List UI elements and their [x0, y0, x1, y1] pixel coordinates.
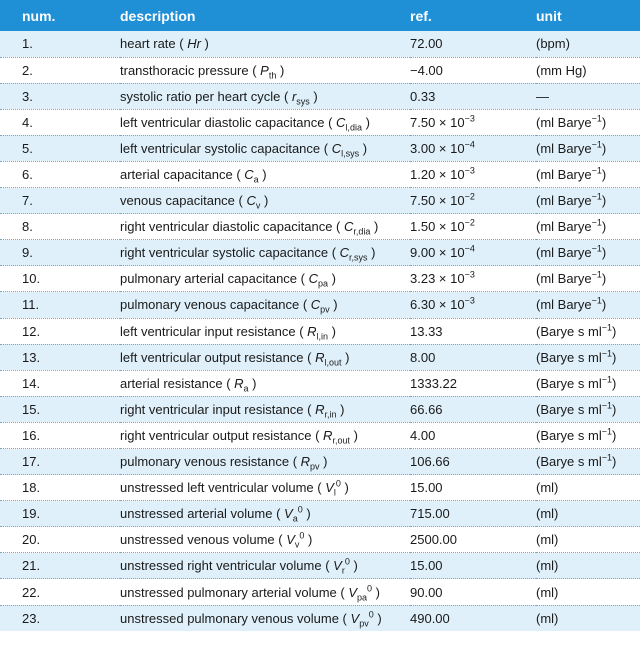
- table-row: [0, 553, 640, 579]
- row-unit: (Barye s $ml^{-1}$): [536, 449, 640, 475]
- table-row: [0, 370, 640, 396]
- row-unit: (ml Barye$^{-1}$): [536, 292, 640, 318]
- row-num: 19.: [0, 501, 120, 527]
- row-ref: 0.33: [410, 83, 536, 109]
- row-num: 2.: [0, 57, 120, 83]
- row-unit: (ml): [536, 553, 640, 579]
- row-description: pulmonary arterial capacitance ( $C_{pa}$ ): [120, 266, 410, 292]
- row-description: unstressed pulmonary venous volume ( $V_{pv}^0$ ): [120, 609, 382, 629]
- table-row: [0, 188, 640, 214]
- row-description: left ventricular output resistance ( $R_{l,out}$ ): [120, 344, 410, 370]
- row-description: unstressed pulmonary arterial volume ( $V_{pa}^0$ ): [120, 579, 410, 605]
- row-ref: 15.00: [410, 475, 536, 501]
- row-description: systolic ratio per heart cycle ( $r_{sys}$ ): [120, 83, 410, 109]
- row-unit: (ml Barye$^{-1}$): [536, 161, 640, 187]
- header-row: [0, 0, 640, 31]
- row-ref: 715.00: [410, 501, 536, 527]
- header-description: description: [120, 7, 196, 24]
- table-row: [0, 422, 640, 448]
- row-ref: $9.00 \times 10^{-4}$: [410, 240, 536, 266]
- row-description: arterial resistance ( $R_a$ ): [120, 370, 410, 396]
- row-description: unstressed left ventricular volume ( $V_l^0$ ): [120, 475, 410, 501]
- table-row: [0, 57, 640, 83]
- row-num: 15.: [0, 396, 120, 422]
- row-unit: (ml): [536, 610, 559, 626]
- row-num: 22.: [0, 579, 120, 605]
- row-ref: 90.00: [410, 579, 536, 605]
- row-ref: $3.23 \times 10^{-3}$: [410, 266, 536, 292]
- table-row: [0, 109, 640, 135]
- header-num: num.: [22, 7, 56, 24]
- row-unit: (Barye s $ml^{-1}$): [536, 422, 640, 448]
- row-unit: (Barye s $ml^{-1}$): [536, 370, 640, 396]
- row-num: 18.: [0, 475, 120, 501]
- table-row: [0, 292, 640, 318]
- row-num: 1.: [0, 31, 120, 57]
- row-ref: −4.00: [410, 57, 536, 83]
- row-num: 8.: [0, 214, 120, 240]
- row-description: heart rate ( Hr ): [120, 31, 410, 57]
- row-num: 12.: [0, 318, 120, 344]
- table-row: [0, 266, 640, 292]
- row-ref: 106.66: [410, 449, 536, 475]
- row-num: 21.: [0, 553, 120, 579]
- table-row: [0, 579, 640, 605]
- row-description: left ventricular systolic capacitance ( $C_{l,sys}$ ): [120, 135, 410, 161]
- table-row: [0, 501, 640, 527]
- row-description: transthoracic pressure ( $P_{th}$ ): [120, 57, 410, 83]
- row-unit: (ml): [536, 475, 640, 501]
- row-num: 3.: [0, 83, 120, 109]
- row-num: 16.: [0, 422, 120, 448]
- row-description: venous capacitance ( $C_v$ ): [120, 188, 410, 214]
- row-ref: $7.50 \times 10^{-2}$: [410, 188, 536, 214]
- row-ref: 66.66: [410, 396, 536, 422]
- table-row: [0, 475, 640, 501]
- row-unit: (ml Barye$^{-1}$): [536, 188, 640, 214]
- row-num: 6.: [0, 161, 120, 187]
- row-ref: $6.30 \times 10^{-3}$: [410, 292, 536, 318]
- row-num: 9.: [0, 240, 120, 266]
- row-ref: 1333.22: [410, 370, 536, 396]
- row-description: left ventricular diastolic capacitance ( $C_{l,dia}$ ): [120, 109, 410, 135]
- row-description: pulmonary venous resistance ( $R_{pv}$ ): [120, 449, 410, 475]
- row-ref: 8.00: [410, 344, 536, 370]
- row-unit: (ml): [536, 501, 640, 527]
- row-unit: (Barye s $ml^{-1}$): [536, 344, 640, 370]
- row-ref: 72.00: [410, 31, 536, 57]
- table-body: [0, 31, 640, 631]
- row-ref: 13.33: [410, 318, 536, 344]
- table-row: [0, 161, 640, 187]
- table-row: [0, 605, 640, 631]
- row-unit: (bpm): [536, 31, 640, 57]
- table-row: [0, 214, 640, 240]
- row-num: 4.: [0, 109, 120, 135]
- table-row: [0, 344, 640, 370]
- row-unit: (mm Hg): [536, 57, 640, 83]
- row-ref: $1.20 \times 10^{-3}$: [410, 161, 536, 187]
- row-description: right ventricular input resistance ( $R_{r,in}$ ): [120, 396, 410, 422]
- row-unit: (ml Barye$^{-1}$): [536, 214, 640, 240]
- row-description: arterial capacitance ( $C_a$ ): [120, 161, 410, 187]
- row-description: right ventricular diastolic capacitance ( $C_{r,dia}$ ): [120, 214, 410, 240]
- row-unit: (Barye s $ml^{-1}$): [536, 318, 640, 344]
- row-description: pulmonary venous capacitance ( $C_{pv}$ ): [120, 292, 410, 318]
- row-num: 7.: [0, 188, 120, 214]
- table-row: [0, 31, 640, 57]
- row-description: right ventricular systolic capacitance ( $C_{r,sys}$ ): [120, 240, 410, 266]
- row-unit: (ml Barye$^{-1}$): [536, 266, 640, 292]
- row-ref: $7.50 \times 10^{-3}$: [410, 109, 536, 135]
- row-ref: 4.00: [410, 422, 536, 448]
- row-ref: 2500.00: [410, 527, 536, 553]
- row-unit: (ml): [536, 527, 640, 553]
- row-ref: $3.00 \times 10^{-4}$: [410, 135, 536, 161]
- row-description: left ventricular input resistance ( $R_{l,in}$ ): [120, 318, 410, 344]
- table-row: [0, 240, 640, 266]
- row-unit: (Barye s $ml^{-1}$): [536, 396, 640, 422]
- row-unit: (ml Barye$^{-1}$): [536, 240, 640, 266]
- row-num: 23.: [22, 610, 41, 626]
- table-row: [0, 83, 640, 109]
- row-num: 10.: [0, 266, 120, 292]
- row-num: 13.: [0, 344, 120, 370]
- row-description: right ventricular output resistance ( $R_{r,out}$ ): [120, 422, 410, 448]
- row-num: 14.: [0, 370, 120, 396]
- header-unit: unit: [536, 7, 562, 24]
- row-description: unstressed venous volume ( $V_v^0$ ): [120, 527, 410, 553]
- row-unit: (ml): [536, 579, 640, 605]
- row-num: 11.: [0, 292, 120, 318]
- table-header: [0, 0, 640, 31]
- row-ref: $1.50 \times 10^{-2}$: [410, 214, 536, 240]
- table-row: [0, 527, 640, 553]
- row-num: 5.: [0, 135, 120, 161]
- row-ref: 15.00: [410, 553, 536, 579]
- row-unit: —: [536, 83, 640, 109]
- table-row: [0, 318, 640, 344]
- table-row: [0, 135, 640, 161]
- row-unit: (ml Barye$^{-1}$): [536, 135, 640, 161]
- row-description: unstressed right ventricular volume ( $V_r^0$ ): [120, 553, 410, 579]
- row-unit: (ml Barye$^{-1}$): [536, 109, 640, 135]
- table-row: [0, 396, 640, 422]
- row-description: unstressed arterial volume ( $V_a^0$ ): [120, 501, 410, 527]
- row-ref: 490.00: [410, 610, 450, 626]
- table-row: [0, 449, 640, 475]
- row-num: 20.: [0, 527, 120, 553]
- row-num: 17.: [0, 449, 120, 475]
- header-ref: ref.: [410, 7, 432, 24]
